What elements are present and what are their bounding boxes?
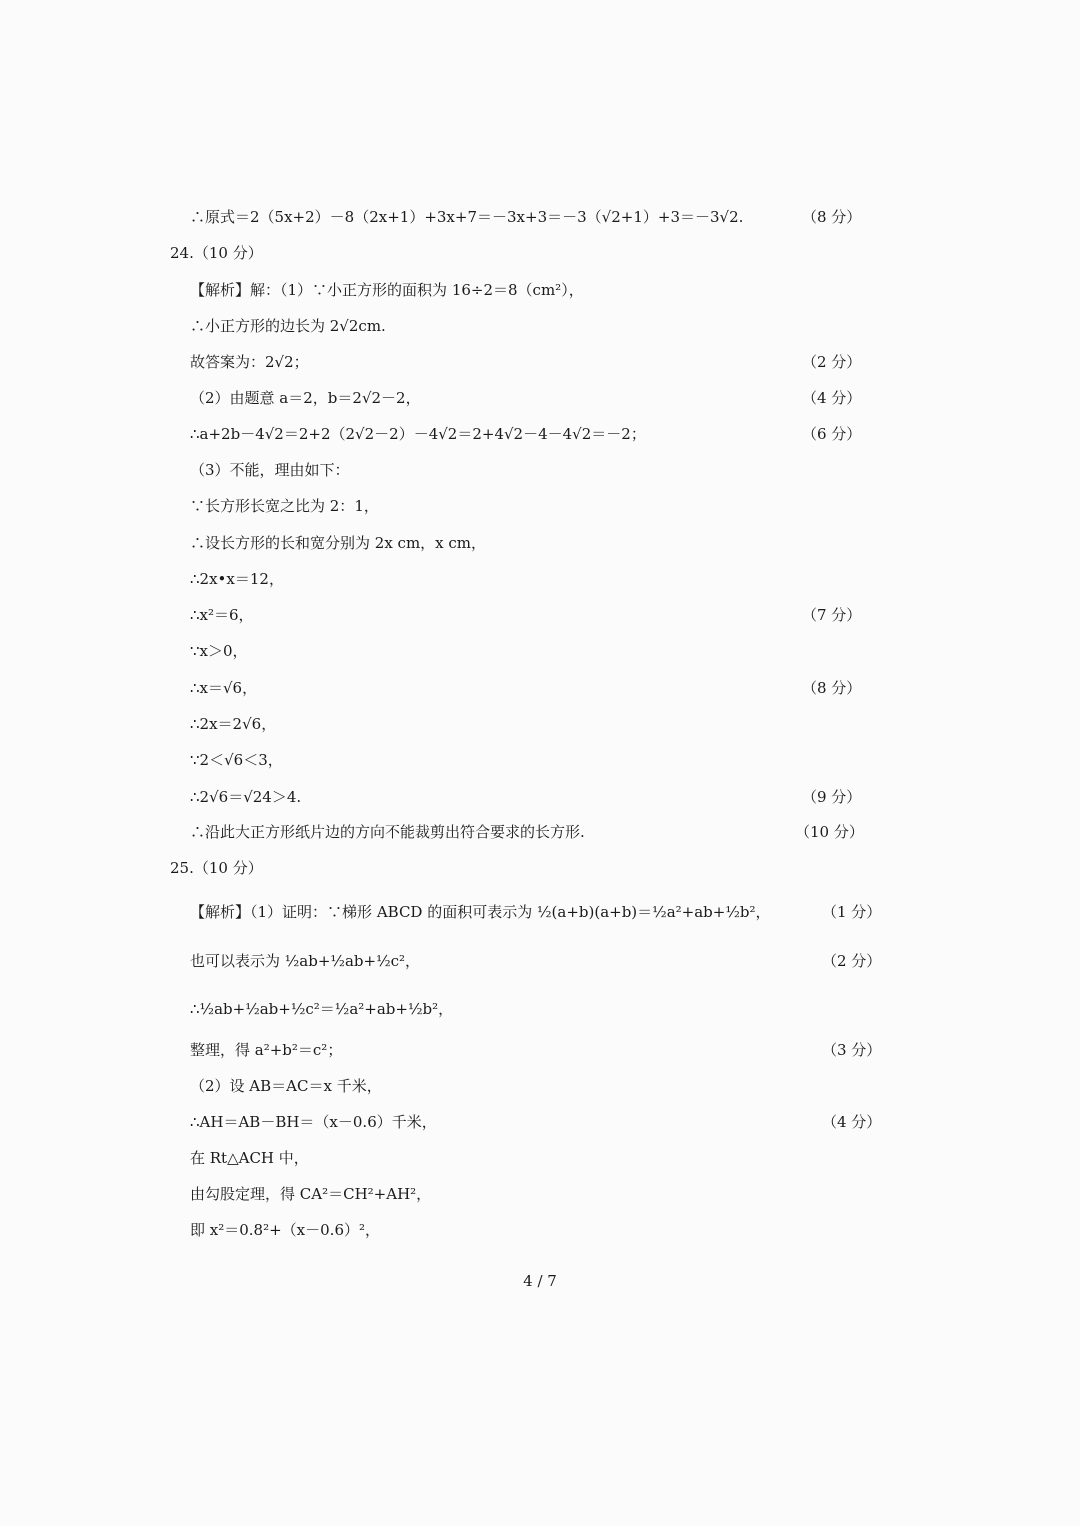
text-line-26: 在 Rt△ACH 中， xyxy=(190,1149,309,1167)
text-line-10: ∴设长方形的长和宽分别为 2x cm，x cm， xyxy=(190,534,487,552)
score-line-17: （9 分） xyxy=(802,788,862,806)
text-line-16: ∵2＜√6＜3， xyxy=(190,751,283,769)
score-line-23: （3 分） xyxy=(822,1041,882,1059)
text-line-8: （3）不能，理由如下： xyxy=(190,461,350,479)
text-line-14: ∴x＝√6， xyxy=(190,679,258,697)
text-line-17: ∴2√6＝√24＞4. xyxy=(190,788,302,806)
score-line-1: （8 分） xyxy=(802,208,862,226)
score-line-25: （4 分） xyxy=(822,1113,882,1131)
question-heading-24: 24.（10 分） xyxy=(170,244,263,262)
text-line-22: ∴½ab+½ab+½c²＝½a²+ab+½b²， xyxy=(190,1000,454,1018)
text-line-25: ∴AH＝AB－BH＝（x－0.6）千米， xyxy=(190,1113,437,1131)
text-line-28: 即 x²＝0.8²+（x－0.6）²， xyxy=(190,1221,381,1239)
question-heading-25: 25.（10 分） xyxy=(170,859,263,877)
text-line-7: ∴a+2b－4√2＝2+2（2√2－2）－4√2＝2+4√2－4－4√2＝－2； xyxy=(190,425,646,443)
text-line-6: （2）由题意 a＝2，b＝2√2－2， xyxy=(190,389,421,407)
text-line-13: ∵x＞0， xyxy=(190,642,248,660)
score-line-14: （8 分） xyxy=(802,679,862,697)
text-line-5: 故答案为：2√2； xyxy=(190,353,309,371)
text-line-9: ∵长方形长宽之比为 2：1， xyxy=(190,497,379,515)
text-line-15: ∴2x＝2√6， xyxy=(190,715,277,733)
score-line-7: （6 分） xyxy=(802,425,862,443)
text-line-18: ∴沿此大正方形纸片边的方向不能裁剪出符合要求的长方形. xyxy=(190,823,585,841)
text-line-4: ∴小正方形的边长为 2√2cm. xyxy=(190,317,386,335)
text-line-21: 也可以表示为 ½ab+½ab+½c²， xyxy=(190,952,421,970)
text-line-24: （2）设 AB＝AC＝x 千米， xyxy=(190,1077,382,1095)
text-line-12: ∴x²＝6， xyxy=(190,606,254,624)
score-line-12: （7 分） xyxy=(802,606,862,624)
score-line-5: （2 分） xyxy=(802,353,862,371)
score-line-21: （2 分） xyxy=(822,952,882,970)
page-number: 4 / 7 xyxy=(523,1272,557,1290)
text-line-11: ∴2x•x＝12， xyxy=(190,570,284,588)
score-line-6: （4 分） xyxy=(802,389,862,407)
score-line-18: （10 分） xyxy=(795,823,864,841)
score-line-20: （1 分） xyxy=(822,903,882,921)
text-line-20: 【解析】（1）证明：∵梯形 ABCD 的面积可表示为 ½(a+b)(a+b)＝½a²+ab+½b²， xyxy=(190,903,771,921)
text-line-1: ∴原式＝2（5x+2）－8（2x+1）+3x+7＝－3x+3＝－3（√2+1）+3＝－3√2. xyxy=(190,208,744,226)
text-line-27: 由勾股定理，得 CA²＝CH²+AH²， xyxy=(190,1185,432,1203)
text-line-23: 整理，得 a²+b²＝c²； xyxy=(190,1041,343,1059)
text-line-3: 【解析】解：（1）∵小正方形的面积为 16÷2＝8（cm²）， xyxy=(190,281,584,299)
